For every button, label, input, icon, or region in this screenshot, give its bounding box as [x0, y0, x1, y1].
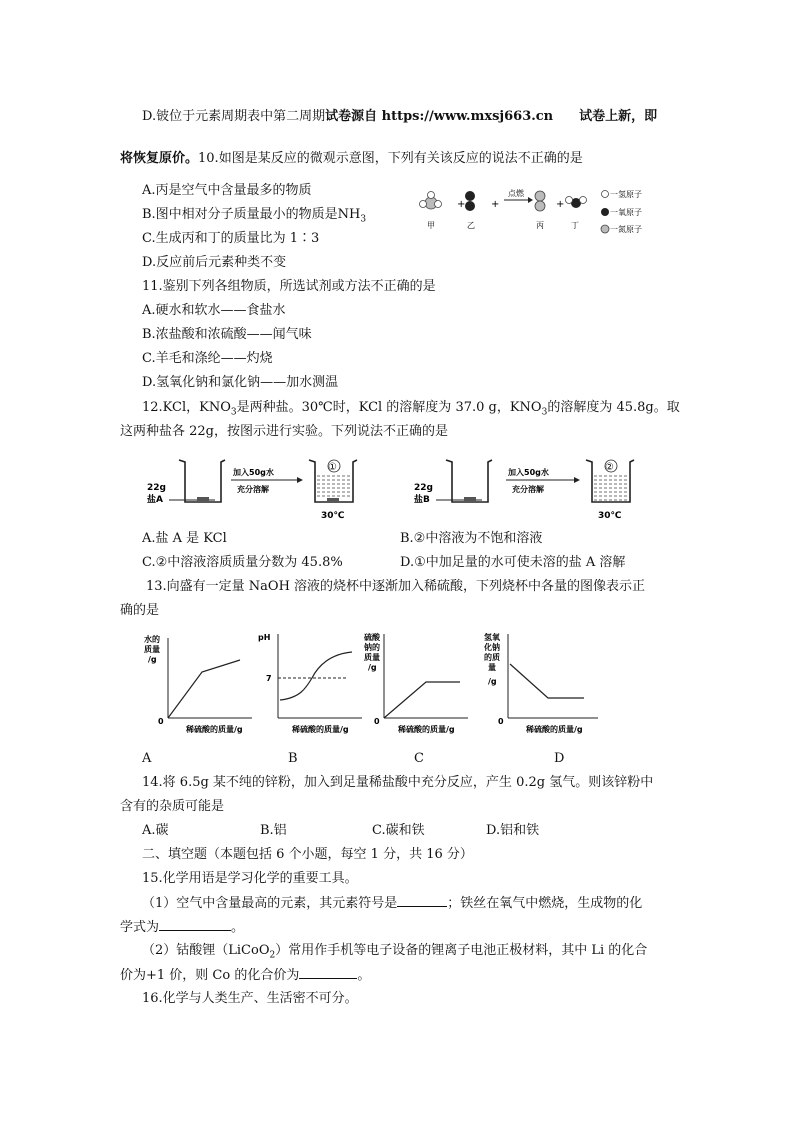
q9-option-d-text: D.铍位于元素周期表中第二周期 — [142, 109, 326, 124]
q11-option-c: C.羊毛和涤纶——灼烧 — [142, 351, 273, 366]
svg-text:/g: /g — [148, 655, 157, 664]
q13-stem-line2: 确的是 — [120, 603, 160, 618]
source-watermark: 试卷源自 https://www.mxsj663.cn — [325, 109, 554, 124]
q10-option-c: C.生成丙和丁的质量比为 1∶3 — [142, 231, 320, 246]
svg-text:质量: 质量 — [144, 645, 160, 654]
q10-option-b: B.图中相对分子质量最小的物质是$NH_3$ — [142, 207, 367, 225]
q12-option-b: B.②中溶液为不饱和溶液 — [400, 531, 543, 546]
q14-option-b: B.铝 — [260, 823, 287, 838]
svg-text:丙: 丙 — [536, 221, 544, 230]
svg-text:量: 量 — [488, 663, 496, 672]
q12-option-c: C.②中溶液溶质质量分数为 45.8% — [142, 555, 343, 570]
molecule-bing — [535, 191, 545, 211]
svg-text:质量: 质量 — [364, 653, 380, 662]
svg-text:30℃: 30℃ — [321, 511, 345, 521]
svg-text:22g: 22g — [414, 483, 433, 493]
svg-text:pH: pH — [258, 633, 271, 642]
q15-part1-line1: （1）空气中含量最高的元素，其元素符号是 ；铁丝在氧气中燃烧，生成物的化 — [142, 896, 643, 911]
svg-text:/g: /g — [488, 677, 497, 686]
svg-text:硫酸: 硫酸 — [364, 633, 380, 642]
svg-text:+: + — [491, 199, 500, 210]
molecule-jia — [420, 192, 442, 210]
q14-option-a: A.碳 — [142, 823, 169, 838]
svg-text:①: ① — [328, 462, 337, 473]
answer-blank-1[interactable] — [397, 894, 447, 907]
experiment-right — [412, 452, 642, 522]
q11-option-a: A.硬水和软水——食盐水 — [142, 303, 286, 318]
svg-text:7: 7 — [266, 674, 272, 683]
svg-text:30℃: 30℃ — [598, 511, 622, 521]
q15-stem: 15.化学用语是学习化学的重要工具。 — [142, 871, 358, 886]
graph-d — [483, 632, 598, 734]
q10-option-d: D.反应前后元素种类不变 — [142, 255, 287, 270]
q10-stem: 10.如图是某反应的微观示意图，下列有关该反应的说法不正确的是 — [198, 151, 583, 166]
answer-blank-2[interactable] — [159, 918, 231, 931]
svg-text:甲: 甲 — [427, 221, 435, 230]
graph-d-line — [510, 664, 584, 698]
svg-text:的质: 的质 — [484, 653, 500, 662]
arrow-label: 点燃 — [508, 189, 524, 198]
svg-text:充分溶解: 充分溶解 — [237, 485, 269, 494]
graph-a — [144, 634, 252, 734]
q14-option-d: D.铝和铁 — [486, 823, 540, 838]
graph-c-line — [384, 682, 460, 718]
legend-o: 一氧原子 — [610, 208, 642, 217]
graph-b — [258, 633, 362, 734]
svg-text:②: ② — [605, 462, 614, 473]
q14-stem-line2: 含有的杂质可能是 — [120, 799, 225, 814]
svg-text:+: + — [457, 199, 466, 210]
svg-text:加入50g水: 加入50g水 — [233, 468, 274, 477]
q15-part2-line2: 价为+1 价，则 Co 的化合价为 。 — [120, 968, 371, 983]
q13-graphs — [140, 628, 610, 740]
svg-text:+: + — [556, 199, 565, 210]
svg-text:22g: 22g — [147, 483, 166, 493]
svg-text:盐A: 盐A — [147, 495, 163, 505]
svg-text:盐B: 盐B — [414, 495, 430, 505]
svg-text:加入50g水: 加入50g水 — [508, 468, 549, 477]
experiment-left — [145, 452, 375, 522]
q12-option-a: A.盐 A 是 KCl — [142, 531, 227, 546]
graph-c — [364, 632, 468, 734]
legend-n: 一氮原子 — [610, 225, 642, 234]
q11-option-b: B.浓盐酸和浓硫酸——闻气味 — [142, 327, 312, 342]
q13-stem-line1: 13.向盛有一定量 NaOH 溶液的烧杯中逐渐加入稀硫酸，下列烧杯中各量的图像表示正 — [146, 579, 646, 594]
svg-text:氢氧: 氢氧 — [484, 633, 500, 642]
section-2-heading: 二、填空题（本题包括 6 个小题，每空 1 分，共 16 分） — [142, 847, 473, 862]
q11-option-d: D.氢氧化钠和氯化钠——加水测温 — [142, 375, 339, 390]
q14-stem-line1: 14.将 6.5g 某不纯的锌粉，加入到足量稀盐酸中充分反应，产生 0.2g 氢气。则该锌粉中 — [142, 775, 654, 790]
molecule-yi — [465, 191, 475, 211]
svg-text:水的: 水的 — [144, 635, 160, 644]
q12-option-d: D.①中加足量的水可使未溶的盐 A 溶解 — [400, 555, 626, 570]
svg-text:钠的: 钠的 — [364, 643, 380, 652]
svg-text:稀硫酸的质量/g: 稀硫酸的质量/g — [526, 725, 583, 734]
svg-text:稀硫酸的质量/g: 稀硫酸的质量/g — [292, 725, 349, 734]
line-q10-stem — [120, 150, 583, 168]
svg-text:稀硫酸的质量/g: 稀硫酸的质量/g — [186, 725, 243, 734]
reaction-micro-diagram — [412, 186, 662, 236]
graph-b-curve — [280, 652, 352, 700]
molecule-ding — [566, 197, 587, 209]
restore-text: 将恢复原价。 — [120, 151, 199, 166]
q15-part1-line2: 学式为 。 — [120, 920, 245, 935]
q16-stem: 16.化学与人类生产、生活密不可分。 — [142, 991, 358, 1006]
svg-text:稀硫酸的质量/g: 稀硫酸的质量/g — [398, 725, 455, 734]
q15-part2-line1: （2）钴酸锂（LiCoO$_2$）常用作手机等电子设备的锂离子电池正极材料，其中 Li 的化合 — [142, 943, 648, 961]
new-paper-text: 试卷上新，即 — [579, 109, 658, 124]
answer-blank-3[interactable] — [299, 966, 357, 979]
q13-label-d: D — [554, 751, 565, 766]
q13-label-b: B — [288, 751, 298, 766]
svg-text:乙: 乙 — [467, 221, 475, 230]
q12-stem-line2: 这两种盐各 22g，按图示进行实验。下列说法不正确的是 — [120, 424, 448, 439]
q10-option-a: A.丙是空气中含量最多的物质 — [142, 183, 312, 198]
svg-text:/g: /g — [368, 663, 377, 672]
svg-text:充分溶解: 充分溶解 — [512, 485, 544, 494]
q14-option-c: C.碳和铁 — [372, 823, 425, 838]
svg-text:0: 0 — [498, 717, 504, 726]
q13-label-c: C — [414, 751, 424, 766]
legend-h: 一氢原子 — [610, 190, 642, 199]
line-q9-option-d — [142, 108, 657, 126]
q11-stem: 11.鉴别下列各组物质，所选试剂或方法不正确的是 — [142, 279, 436, 294]
svg-text:0: 0 — [158, 717, 164, 726]
q13-label-a: A — [142, 751, 152, 766]
svg-text:0: 0 — [374, 717, 380, 726]
svg-text:丁: 丁 — [571, 221, 579, 230]
graph-a-line — [168, 660, 240, 718]
svg-text:化钠: 化钠 — [484, 643, 500, 652]
q12-stem-line1: 12.KCl，$KNO_3$是两种盐。30℃时，KCl 的溶解度为 37.0 g，$KNO_3$的溶解度为 45.8g。取 — [142, 400, 680, 418]
